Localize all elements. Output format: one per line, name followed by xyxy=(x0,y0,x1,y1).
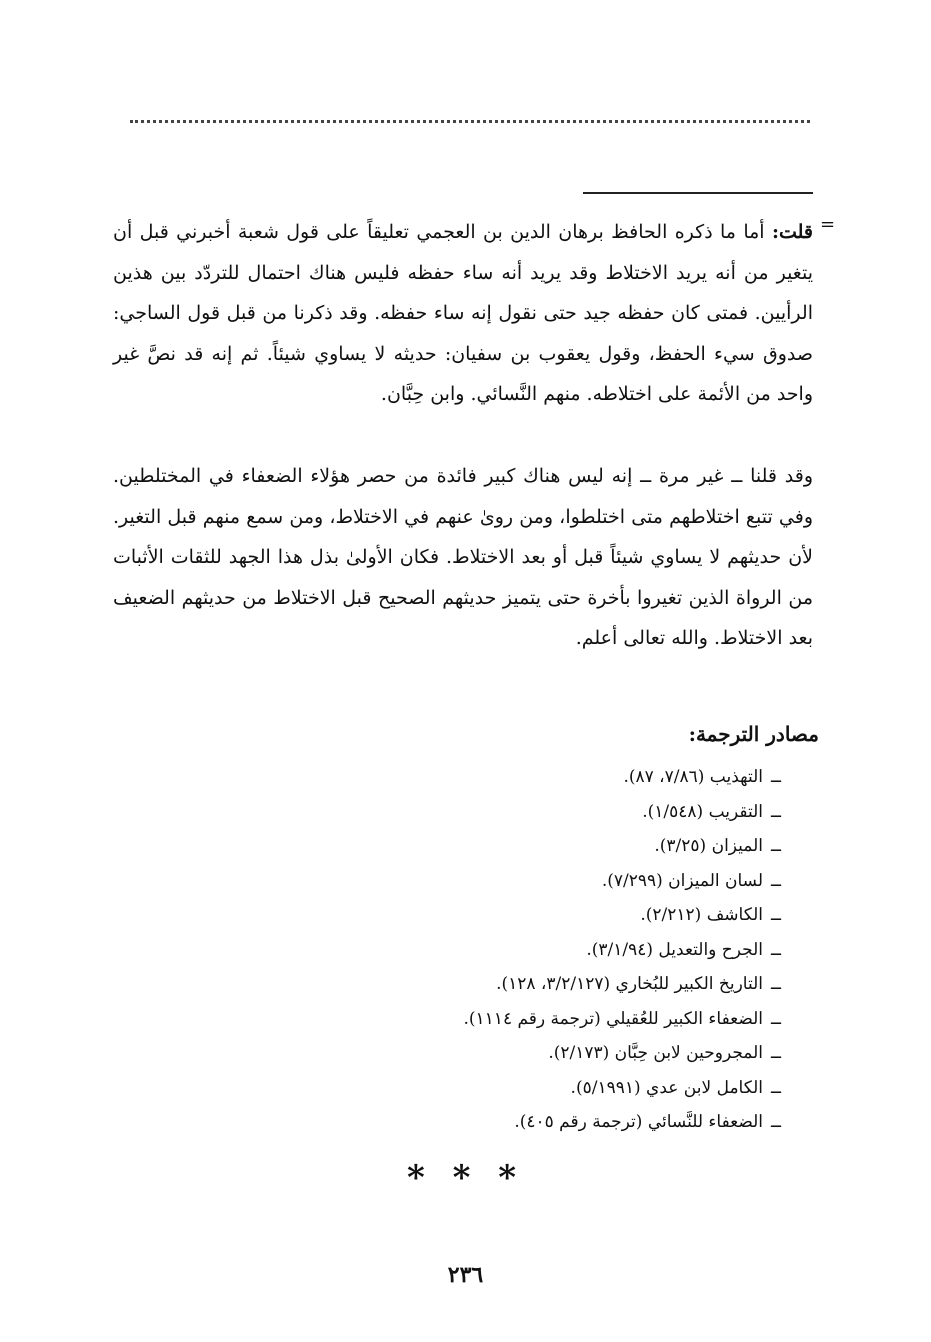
paragraph-2-text: وقد قلنا ــ غير مرة ــ إنه ليس هناك كبير فائدة من حصر هؤلاء الضعفاء في المختلطين. وفي تتبع اختلاطهم متى اختلطوا، ومن روىٰ عنهم في الاختلاط، ومن سمع منهم قبل التغير. لأن حديثهم لا يساوي شيئاً قبل أو بعد الاختلاط. فكان الأولىٰ بذل هذا الجهد للثقات الأثبات من الرواة الذين تغيروا بأخرة حتى يتميز حديثهم الصحيح قبل الاختلاط من حديثهم الضعيف بعد الاختلاط. والله تعالى أعلم. xyxy=(113,465,813,649)
list-item: ــالجرح والتعديل (٣/١/٩٤). xyxy=(586,939,781,960)
list-item: ــلسان الميزان (٧/٢٩٩). xyxy=(601,870,781,891)
section-ornament: * * * xyxy=(406,1158,524,1198)
paragraph-1 xyxy=(113,212,813,415)
list-item: ــالضعفاء الكبير للعُقيلي (ترجمة رقم ١١١٤). xyxy=(463,1008,781,1029)
sources-title: مصادر الترجمة: xyxy=(688,722,819,746)
footnote-rule xyxy=(583,192,813,194)
list-item: ــالمجروحين لابن حِبَّان (٢/١٧٣). xyxy=(548,1043,781,1063)
page-number: ٢٣٦ xyxy=(447,1262,484,1288)
list-item: ــالضعفاء للنَّسائي (ترجمة رقم ٤٠٥). xyxy=(514,1112,781,1132)
list-item: ــالميزان (٣/٢٥). xyxy=(654,836,781,856)
list-item: ــالكاشف (٢/٢١٢). xyxy=(640,905,781,925)
sources-list xyxy=(221,760,781,1140)
list-item: ــالكامل لابن عدي (٥/١٩٩١). xyxy=(570,1077,781,1098)
list-item: ــالتهذيب (٧/٨٦، ٨٧). xyxy=(623,767,781,787)
continuation-mark: = xyxy=(820,214,836,235)
list-item: ــالتقريب (١/٥٤٨). xyxy=(642,801,781,822)
paragraph-1-text: أما ما ذكره الحافظ برهان الدين بن العجمي تعليقاً على قول شعبة أخبرني قبل أن يتغير من أنه يريد الاختلاط وقد يريد أنه ساء حفظه فليس هناك احتمال للتردّد بين هذين الرأيين. فمتى كان حفظه جيد حتى نقول إنه ساء حفظه. وقد ذكرنا من قبل قول الساجي: صدوق سيء الحفظ، وقول يعقوب بن سفيان: حديثه لا يساوي شيئاً. ثم إنه قد نصَّ غير واحد من الأئمة على اختلاطه. منهم النَّسائي. وابن حِبَّان. xyxy=(113,221,813,405)
list-item: ــالتاريخ الكبير للبُخاري (٣/٢/١٢٧، ١٢٨). xyxy=(496,974,781,994)
paragraph-1-lead: قلت: xyxy=(771,221,813,243)
paragraph-2 xyxy=(113,456,813,659)
top-dotted-rule xyxy=(130,120,810,123)
